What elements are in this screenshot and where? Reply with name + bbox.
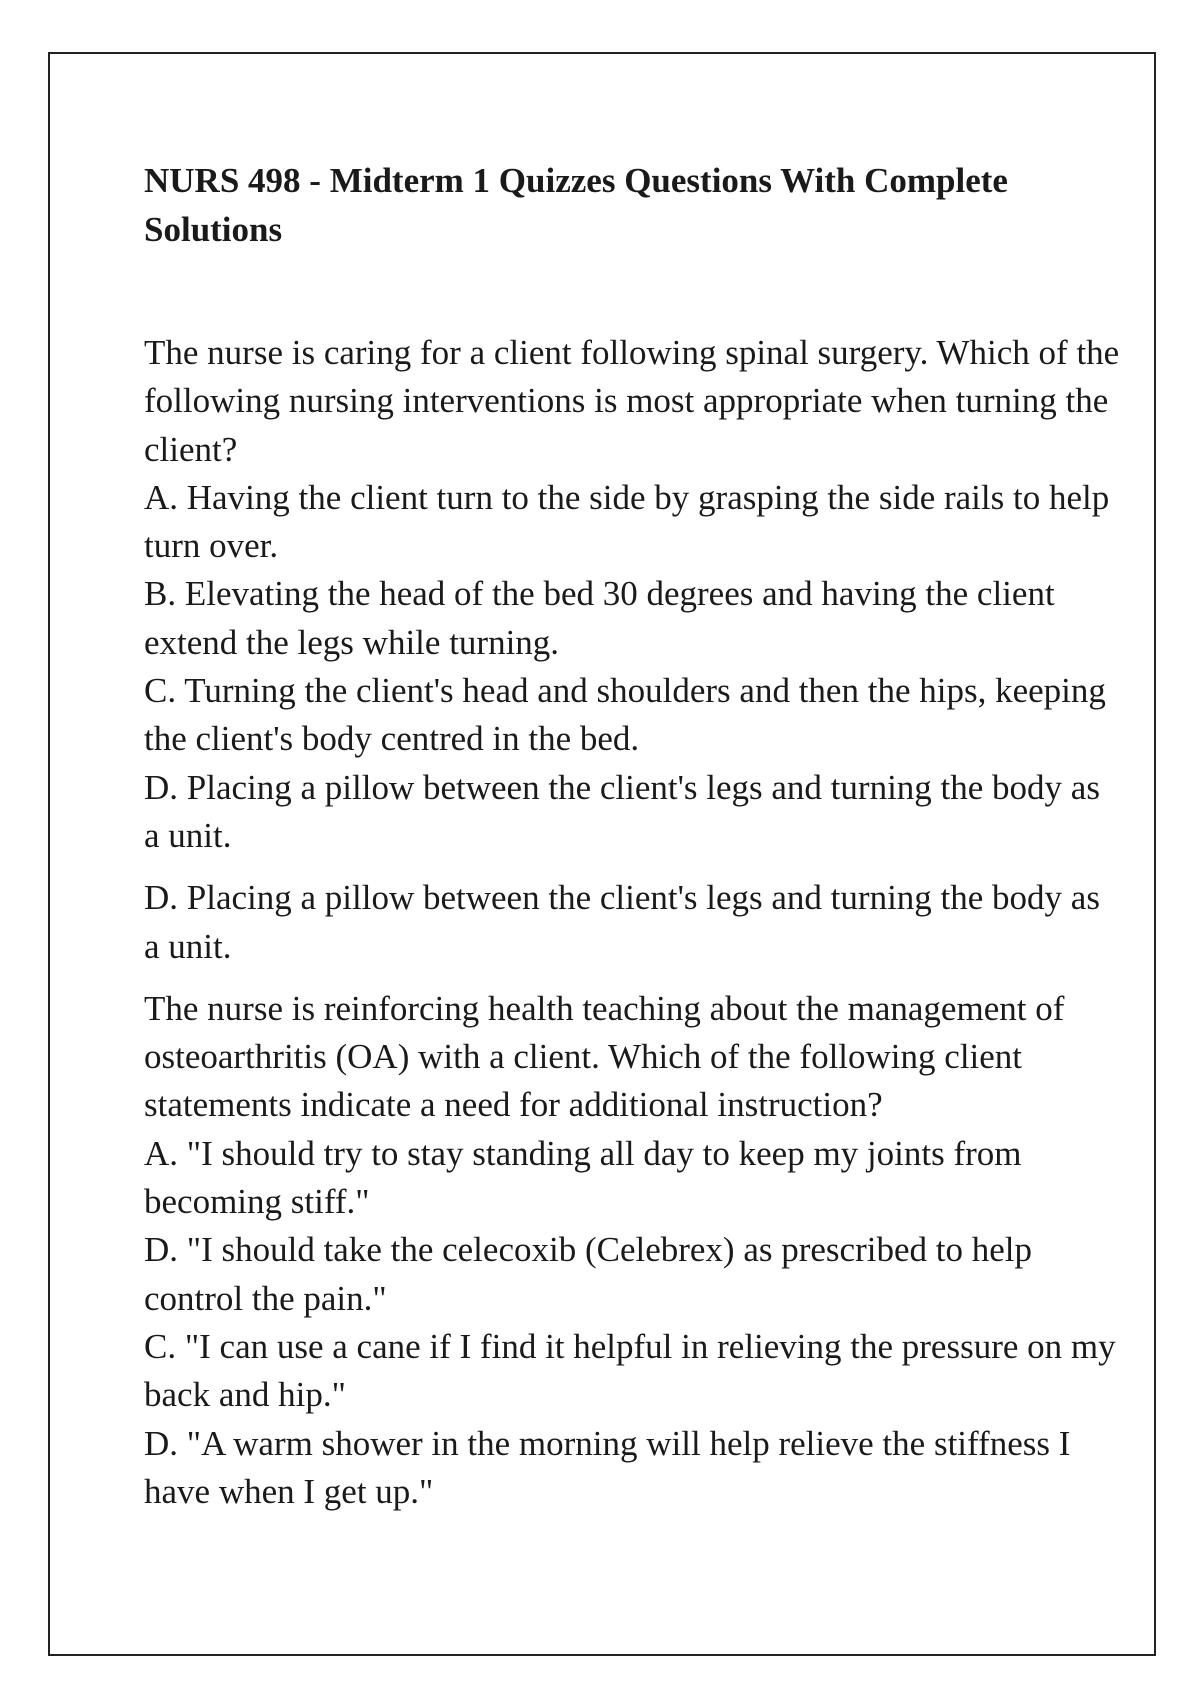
document-content (144, 156, 1124, 1516)
answer-option: B. Elevating the head of the bed 30 degrees and having the client extend the legs while turning. (144, 574, 1055, 662)
answer-option: D. "I should take the celecoxib (Celebrex) as prescribed to help control the pain." (144, 1230, 1032, 1318)
question-stem: The nurse is reinforcing health teaching about the management of osteoarthritis (OA) with a client. Which of the following client statements indicate a need for additional instruction? (144, 988, 1065, 1125)
correct-answer: D. Placing a pillow between the client's legs and turning the body as a unit. (144, 878, 1100, 966)
document-page (48, 52, 1156, 1656)
question-1-answer (144, 874, 1124, 971)
document-title: NURS 498 - Midterm 1 Quizzes Questions With Complete Solutions (144, 161, 1008, 249)
question-1 (144, 329, 1124, 860)
question-stem: The nurse is caring for a client following spinal surgery. Which of the following nursing interventions is most appropriate when turning the client? (144, 333, 1120, 469)
answer-option: A. "I should try to stay standing all day to keep my joints from becoming stiff." (144, 1133, 1022, 1222)
answer-option: D. Placing a pillow between the client's legs and turning the body as a unit. (144, 767, 1100, 855)
answer-option: A. Having the client turn to the side by grasping the side rails to help turn over. (144, 477, 1110, 566)
question-2 (144, 985, 1124, 1516)
answer-option: C. "I can use a cane if I find it helpful in relieving the pressure on my back and hip." (144, 1326, 1116, 1415)
answer-option: D. "A warm shower in the morning will help relieve the stiffness I have when I get up." (144, 1423, 1071, 1511)
answer-option: C. Turning the client's head and shoulders and then the hips, keeping the client's body centred in the bed. (144, 671, 1106, 759)
